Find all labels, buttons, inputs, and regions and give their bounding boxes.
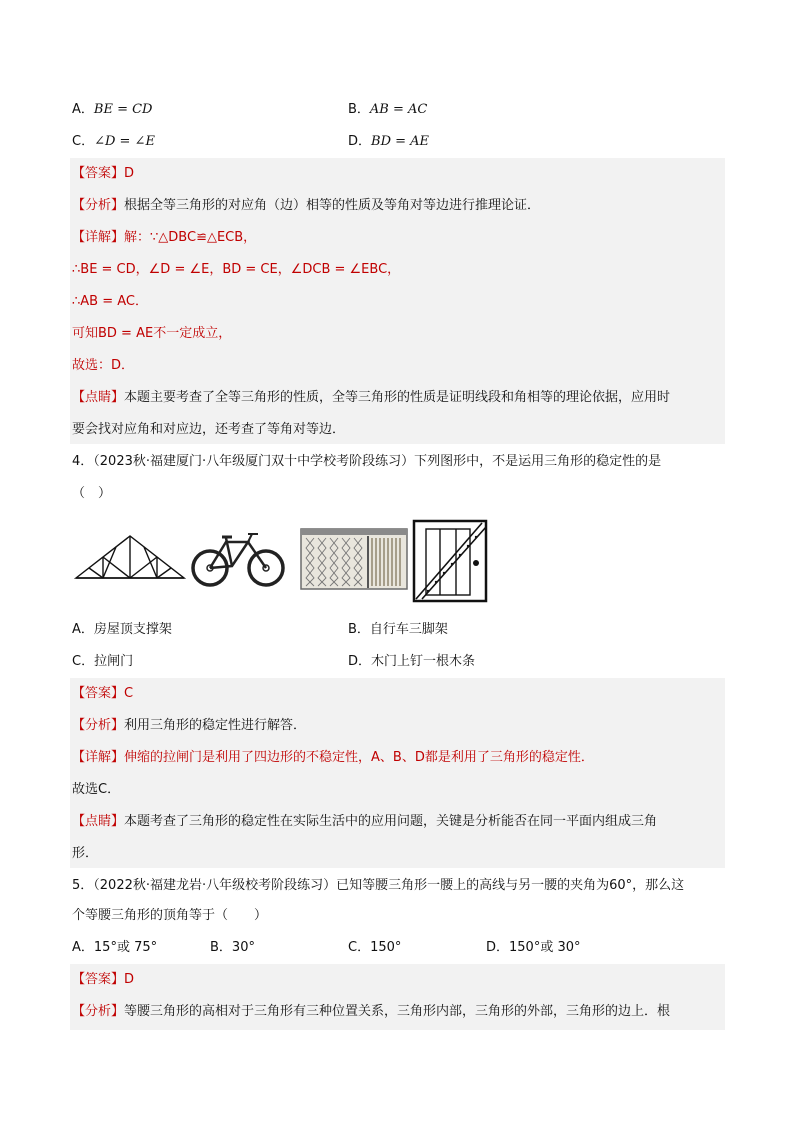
analysis-text: 利用三角形的稳定性进行解答． [124,718,307,733]
option-label: C． [348,940,371,955]
q5-answer [72,970,134,990]
option-text: BD = AE [371,134,430,149]
detail-tag: 【详解】 [72,230,125,245]
option-label: D． [348,134,372,149]
analysis-tag: 【分析】 [72,1004,125,1019]
option-label: B． [348,622,370,637]
question-number: 4． [72,454,94,469]
comment-text: 本题主要考查了全等三角形的性质，全等三角形的性质是证明线段和角相等的理论依据，应用时 [124,390,671,405]
option-label: A． [72,622,94,637]
option-text: BE = CD [93,102,153,117]
q3-option-a [72,100,152,120]
answer-value: D [124,166,135,181]
q3-comment-line-2: 要会找对应角和对应边，还考查了等角对等边． [72,422,346,437]
question-number: 5． [72,878,94,893]
q3-comment [72,388,670,408]
analysis-text: 等腰三角形的高相对于三角形有三种位置关系，三角形内部，三角形的外部，三角形的边上．根 [124,1004,671,1019]
q3-analysis [72,196,540,216]
q4-answer [72,684,133,704]
q4-blank: （ ） [72,486,112,501]
option-label: C． [72,134,95,149]
option-label: A． [72,102,94,117]
q4-option-d [348,652,475,672]
option-text: 自行车三脚架 [369,622,448,637]
q4-stem [72,452,661,472]
option-label: D． [486,940,510,955]
q3-detail [72,228,256,248]
option-text: 150°或 30° [509,940,581,955]
option-label: C． [72,654,95,669]
q3-option-d [348,132,429,152]
question-stem: 下列图形中，不是运用三角形的稳定性的是 [414,454,662,469]
folding-gate-image [300,528,408,590]
q5-option-a [72,938,157,958]
option-text: 拉闸门 [94,654,134,669]
q4-solution-band [70,678,725,868]
option-label: B． [210,940,232,955]
q3-answer [72,164,134,184]
detail-intro: 解： [124,230,151,245]
question-source: （2022秋·福建龙岩·八年级校考阶段练习） [93,878,337,893]
q5-stem [72,876,684,896]
answer-tag: 【答案】 [72,166,125,181]
option-text: 房屋顶支撑架 [93,622,172,637]
q5-option-c [348,938,401,958]
q3-detail-line-4: 可知BD = AE不一定成立， [72,326,232,341]
detail-tag: 【详解】 [72,750,125,765]
q3-option-b [348,100,427,120]
option-text: 木门上钉一根木条 [371,654,476,669]
comment-tag: 【点睛】 [72,390,125,405]
q5-analysis [72,1002,670,1022]
option-text: 30° [231,940,255,955]
option-label: A． [72,940,94,955]
answer-tag: 【答案】 [72,686,125,701]
answer-tag: 【答案】 [72,972,125,987]
question-source: （2023秋·福建厦门·八年级厦门双十中学校考阶段练习） [93,454,415,469]
q4-detail [72,748,594,768]
detail-text: 伸缩的拉闸门是利用了四边形的不稳定性，A、B、D都是利用了三角形的稳定性． [124,750,594,765]
q3-detail-line-3: ∴AB = AC． [72,294,148,309]
detail-line: ∵△DBC≌△ECB， [150,230,257,245]
q4-option-b [348,620,448,640]
q3-detail-line-2: ∴BE = CD，∠D = ∠E，BD = CE，∠DCB = ∠EBC， [72,262,401,277]
option-text: 15°或 75° [93,940,158,955]
q5-stem-line-2: 个等腰三角形的顶角等于（ ） [72,908,268,923]
q5-option-b [210,938,255,958]
analysis-tag: 【分析】 [72,718,125,733]
analysis-tag: 【分析】 [72,198,125,213]
wooden-door-image [412,519,488,603]
q5-option-d [486,938,581,958]
option-label: B． [348,102,370,117]
option-text: 150° [370,940,402,955]
q4-analysis [72,716,306,736]
comment-tag: 【点睛】 [72,814,125,829]
question-stem: 已知等腰三角形一腰上的高线与另一腰的夹角为60°，那么这 [336,878,685,893]
q4-choose: 故选C． [72,782,121,797]
bicycle-image [190,528,286,590]
q4-comment [72,812,657,832]
answer-value: C [124,686,134,701]
q3-option-c [72,132,155,152]
q4-option-a [72,620,172,640]
answer-value: D [124,972,135,987]
q3-detail-line-5: 故选：D． [72,358,135,373]
analysis-text: 根据全等三角形的对应角（边）相等的性质及等角对等边进行推理论证． [124,198,541,213]
roof-truss-image [74,532,186,582]
comment-text: 本题考查了三角形的稳定性在实际生活中的应用问题，关键是分析能否在同一平面内组成三角 [124,814,658,829]
q4-comment-line-2: 形． [72,846,99,861]
q4-option-c [72,652,133,672]
option-text: ∠D = ∠E [94,134,155,149]
option-label: D． [348,654,372,669]
option-text: AB = AC [369,102,428,117]
